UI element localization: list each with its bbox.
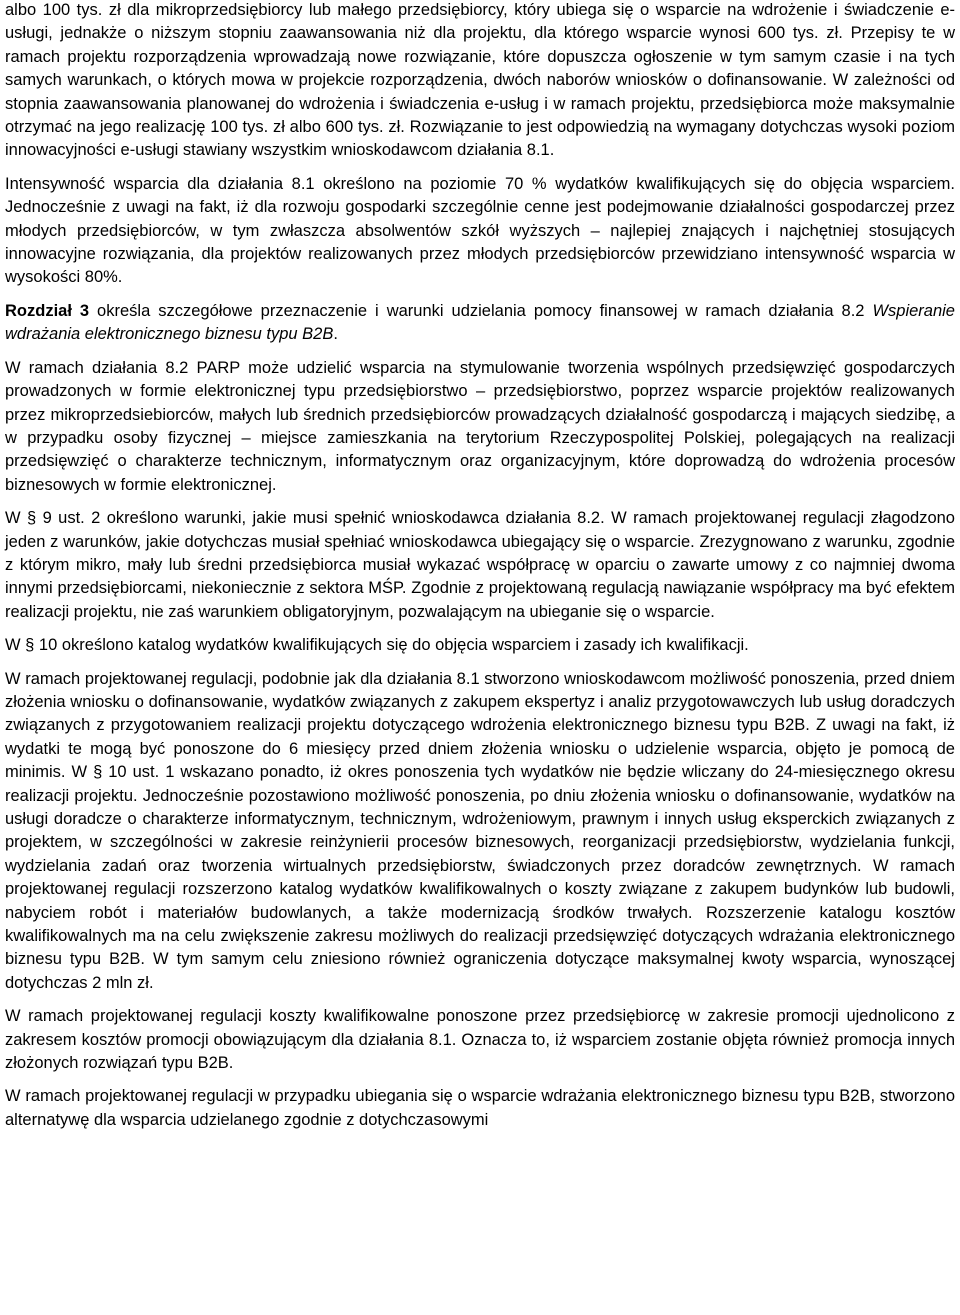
paragraph-alternative-support: W ramach projektowanej regulacji w przypadku ubiegania się o wsparcie wdrażania elektronicznego biznesu typu B2B, stworzono alternatywę dla wsparcia udzielanego zgodnie z dotychczasowymi (5, 1087, 955, 1129)
chapter-3-measure-title: Wspieranie wdrażania elektronicznego biznesu typu B2B (5, 301, 955, 344)
chapter-3-text: określa szczegółowe przeznaczenie i warunki udzielania pomocy finansowej w ramach działania 8.2 (89, 301, 873, 320)
document-page (5, 0, 955, 1132)
chapter-3-period: . (333, 325, 338, 344)
paragraph-measure-8-2: W ramach działania 8.2 PARP może udzielić wsparcia na stymulowanie tworzenia wspólnych przedsięwzięć gospodarczych prowadzonych w formie elektronicznej typu przedsiębiorstwo – przedsiębiorstwo, poprzez wsparcie projektów realizowanych przez mikroprzedsiebiorców, małych lub średnich przedsiębiorców prowadzących działalność gospodarczą i mających siedzibę, a w przypadku osoby fizycznej – miejsce zamieszkania na terytorium Rzeczypospolitej Polskiej, polegających na realizacji przedsięwzięć o charakterze technicznym, informatycznym oraz organizacyjnym, które doprowadzą do wdrożenia procesów biznesowych w formie elektronicznej. (5, 358, 955, 494)
paragraph-par-10: W § 10 określono katalog wydatków kwalifikujących się do objęcia wsparciem i zasady ich kwalifikacji. (5, 636, 749, 655)
paragraph-funding-amounts: albo 100 tys. zł dla mikroprzedsiębiorcy lub małego przedsiębiorcy, który ubiega się o wsparcie na wdrożenie i świadczenie e-usługi, jednakże o niższym stopniu zaawansowania niż dla projektu, dla którego wsparcie wynosi 600 tys. zł. Przepisy te w ramach projektu rozporządzenia wprowadzają nowe rozwiązanie, które dopuszcza ogłoszenie w tym samym czasie i na tych samych warunkach, o których mowa w projekcie rozporządzenia, dwóch naborów wniosków o dofinansowanie. W zależności od stopnia zaawansowania planowanej do wdrożenia i świadczenia e-usług i w ramach projektu, przedsiębiorca może maksymalnie otrzymać na jego realizację 100 tys. zł albo 600 tys. zł. Rozwiązanie to jest odpowiedzią na wymagany dotychczas wysoki poziom innowacyjności e-usługi stawiany wszystkim wnioskodawcom działania 8.1. (5, 1, 955, 160)
paragraph-eligible-costs: W ramach projektowanej regulacji, podobnie jak dla działania 8.1 stworzono wnioskodawcom możliwość ponoszenia, przed dniem złożenia wniosku o dofinansowanie, wydatków związanych z zakupem ekspertyz i analiz przygotowawczych lub usług doradczych związanych z przygotowaniem realizacji projektu dotyczącego wdrożenia elektronicznego biznesu typu B2B. Z uwagi na fakt, iż wydatki te mogą być ponoszone do 6 miesięcy przed dniem złożenia wniosku o udzielenie wsparcia, objęto je pomocą de minimis. W § 10 ust. 1 wskazano ponadto, iż okres ponoszenia tych wydatków nie będzie wliczany do 24-miesięcznego okresu realizacji projektu. Jednocześnie pozostawiono możliwość ponoszenia, po dniu złożenia wniosku o dofinansowanie, wydatków na usługi doradcze o charakterze informatycznym, technicznym, wdrożeniowym, prawnym i innych usług eksperckich związanych z projektem, w szczególności w zakresie reinżynierii procesów biznesowych, reorganizacji przedsiębiorstw, wydzielania funkcji, wydzielania zadań oraz tworzenia wirtualnych przedsiębiorstw, świadczonych przez doradców zewnętrznych. W ramach projektowanej regulacji rozszerzono katalog wydatków kwalifikowalnych o koszty związane z zakupem budynków lub budowli, nabyciem robót i materiałów budowlanych, a także modernizacją środków trwałych. Rozszerzenie katalogu kosztów kwalifikowalnych ma na celu zwiększenie zakresu możliwych do realizacji przedsięwzięć dotyczących wdrażania elektronicznego biznesu typu B2B. W tym samym celu zniesiono również ograniczenia dotyczące maksymalnej kwoty wsparcia, wynoszącej dotychczas 2 mln zł. (5, 669, 955, 992)
paragraph-par-9: W § 9 ust. 2 określono warunki, jakie musi spełnić wnioskodawca działania 8.2. W ramach projektowanej regulacji złagodzono jeden z warunków, jakie dotychczas musiał spełniać wnioskodawca ubiegający się o wsparcie. Zrezygnowano z warunku, zgodnie z którym mikro, mały lub średni przedsiębiorca musiał wykazać współpracę w oparciu o zawarte umowy z co najmniej dwoma innymi przedsiębiorcami, niekoniecznie z sektora MŚP. Zgodnie z projektowaną regulacją nawiązanie współpracy ma być efektem realizacji projektu, nie zaś warunkiem obligatoryjnym, pozwalającym na ubieganie się o wsparcie. (5, 509, 955, 621)
paragraph-support-intensity: Intensywność wsparcia dla działania 8.1 określono na poziomie 70 % wydatków kwalifikujących się do objęcia wsparciem. Jednocześnie z uwagi na fakt, iż dla rozwoju gospodarki szczególnie cenne jest podejmowanie działalności gospodarczej przez młodych przedsiębiorców, w tym zwłaszcza absolwentów szkół wyższych – najlepiej znających i najchętniej stosujących innowacyjne rozwiązania, dla projektów realizowanych przez młodych przedsiębiorców przewidziano intensywność wsparcia w wysokości 80%. (5, 174, 955, 287)
paragraph-chapter-3 (5, 300, 955, 347)
chapter-3-heading: Rozdział 3 (5, 301, 90, 320)
paragraph-promotion-costs: W ramach projektowanej regulacji koszty kwalifikowalne ponoszone przez przedsiębiorcę w zakresie promocji ujednolicono z zakresem kosztów promocji obowiązującym dla działania 8.1. Oznacza to, iż wsparciem zostanie objęta również promocja innych złożonych rozwiązań typu B2B. (5, 1007, 955, 1073)
